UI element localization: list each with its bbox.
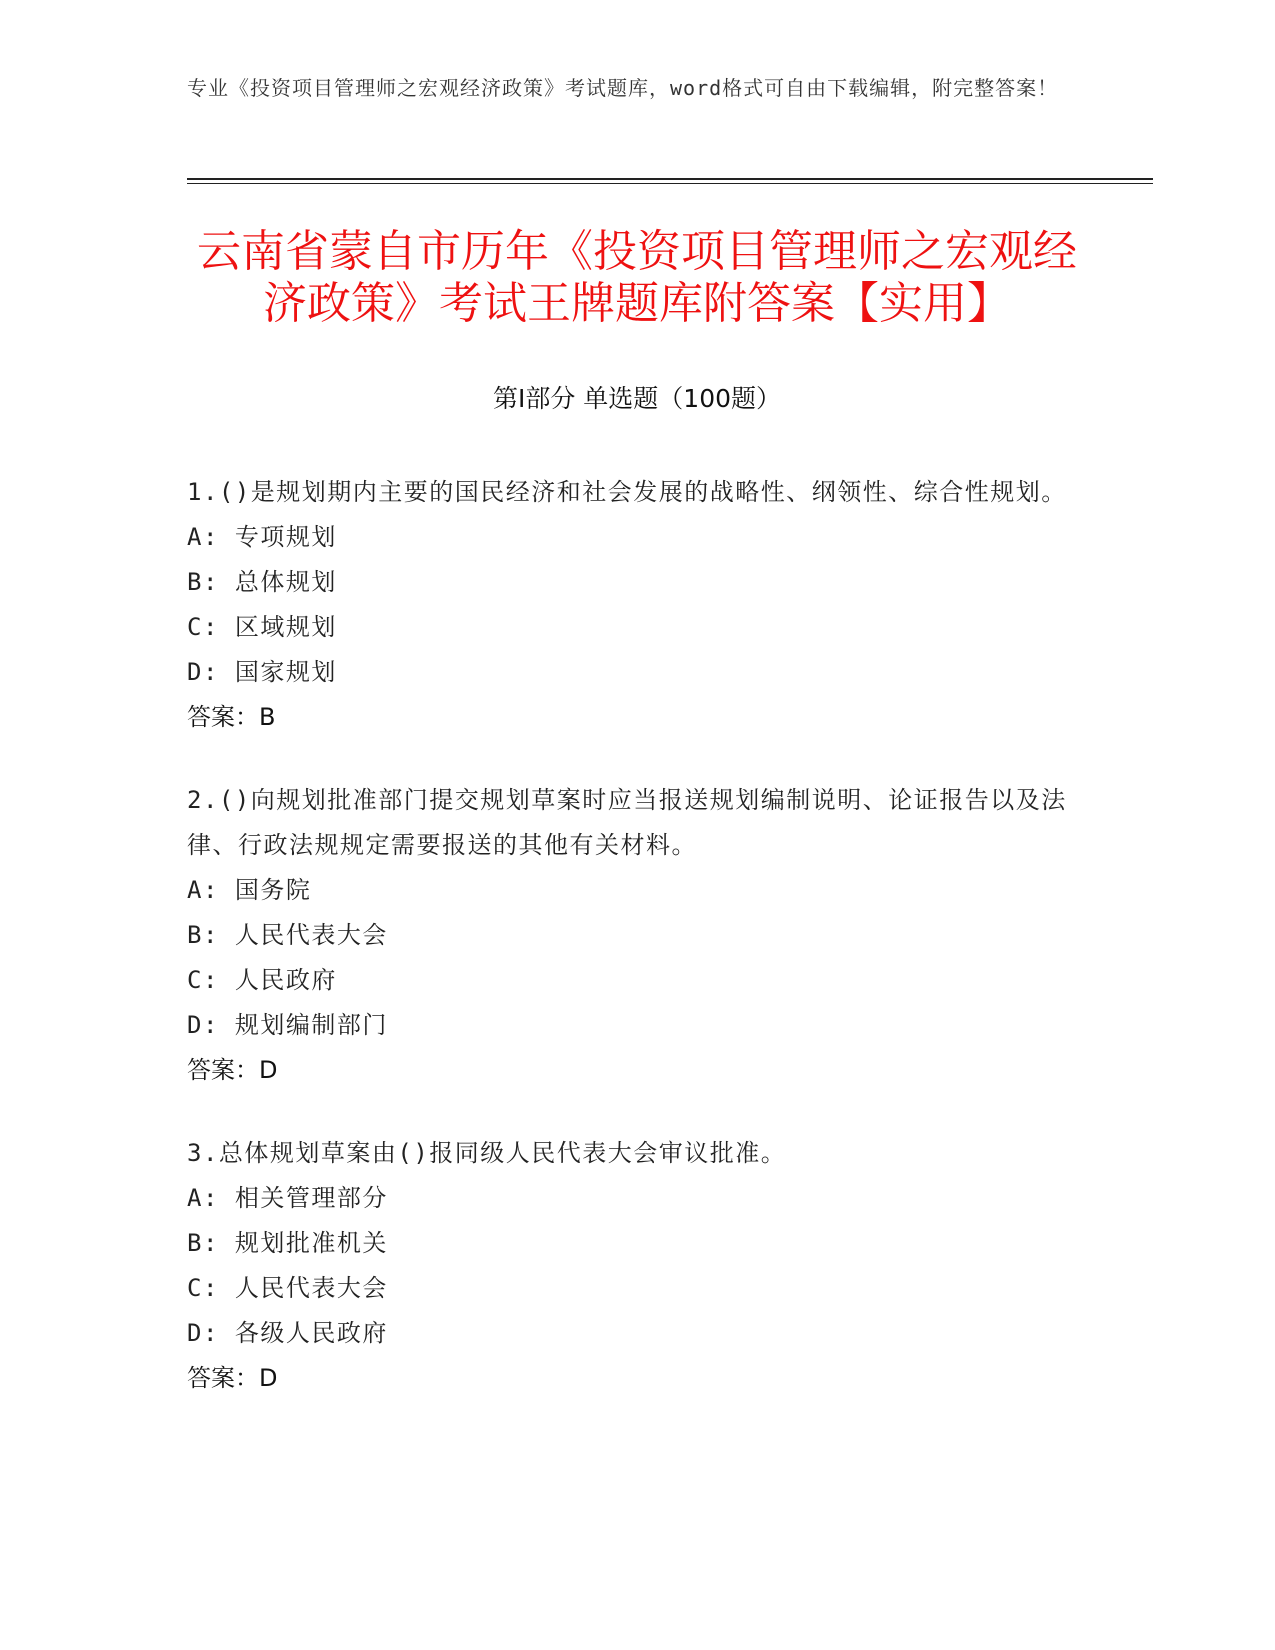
- answer: 答案：D: [187, 1056, 278, 1084]
- option-d: D: 各级人民政府: [187, 1319, 388, 1347]
- question-stem: 2.()向规划批准部门提交规划草案时应当报送规划编制说明、论证报告以及法律、行政法规规定需要报送的其他有关材料。: [187, 786, 1067, 859]
- question-2: [187, 778, 1067, 1093]
- header-divider-thin: [187, 183, 1153, 184]
- option-b: B: 总体规划: [187, 568, 337, 596]
- option-c: C: 区域规划: [187, 613, 337, 641]
- question-3: [187, 1131, 1067, 1401]
- section-heading: 第Ⅰ部分 单选题（100题）: [492, 384, 782, 413]
- question-list: [187, 470, 1067, 1439]
- answer: 答案：B: [187, 703, 276, 731]
- header-divider-thick: [187, 178, 1153, 180]
- question-stem: 1.()是规划期内主要的国民经济和社会发展的战略性、纲领性、综合性规划。: [187, 478, 1067, 506]
- option-c: C: 人民政府: [187, 966, 337, 994]
- option-a: A: 专项规划: [187, 523, 337, 551]
- option-a: A: 国务院: [187, 876, 312, 904]
- question-stem: 3.总体规划草案由()报同级人民代表大会审议批准。: [187, 1139, 787, 1167]
- option-a: A: 相关管理部分: [187, 1184, 388, 1212]
- option-d: D: 国家规划: [187, 658, 337, 686]
- question-1: [187, 470, 1067, 740]
- answer: 答案：D: [187, 1364, 278, 1392]
- option-b: B: 规划批准机关: [187, 1229, 388, 1257]
- option-c: C: 人民代表大会: [187, 1274, 388, 1302]
- option-b: B: 人民代表大会: [187, 921, 388, 949]
- option-d: D: 规划编制部门: [187, 1011, 388, 1039]
- document-title: 云南省蒙自市历年《投资项目管理师之宏观经济政策》考试王牌题库附答案【实用】: [197, 226, 1077, 329]
- header-note: 专业《投资项目管理师之宏观经济政策》考试题库，word格式可自由下载编辑，附完整答案！: [187, 76, 1059, 100]
